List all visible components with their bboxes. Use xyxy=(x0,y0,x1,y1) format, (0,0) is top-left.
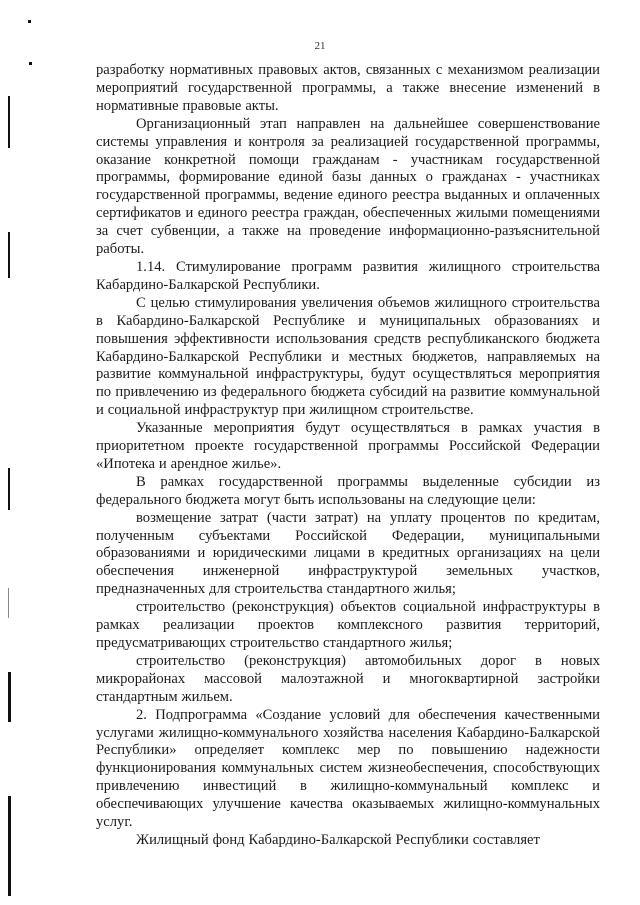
list-item: строительство (реконструкция) объектов социальной инфраструктуры в рамках реализации проектов комплексного развития территорий, предусматривающих строительство стандартного жилья; xyxy=(96,599,600,651)
list-item: возмещение затрат (части затрат) на уплату процентов по кредитам, полученным субъектами Российской Федерации, муниципальными образованиями и юридическими лицами в кредитных организациях на цели обеспечения инженерной инфраструктурой земельных участков, предназначенных для строительства стандартного жилья; xyxy=(96,509,600,598)
paragraph: 2. Подпрограмма «Создание условий для обеспечения качественными услугами жилищно-коммунального хозяйства населения Кабардино-Балкарской Республики» определяет комплекс мер по повышению надежности функционирования коммунальных систем жизнеобеспечения, способствующих привлечению инвестиций в жилищно-коммунальный комплекс и обеспечивающих улучшение качества оказываемых жилищно-коммунальных услуг. xyxy=(96,706,600,831)
section-heading: 1.14. Стимулирование программ развития жилищного строительства Кабардино-Балкарской Республики. xyxy=(96,258,600,293)
scan-mark xyxy=(8,588,9,618)
paragraph: Указанные мероприятия будут осуществляться в рамках участия в приоритетном проекте государственной программы Российской Федерации «Ипотека и арендное жилье». xyxy=(96,420,600,472)
paragraph: разработку нормативных правовых актов, связанных с механизмом реализации мероприятий государственной программы, а также внесение изменений в нормативные правовые акты. xyxy=(96,62,600,114)
scan-mark xyxy=(8,796,11,896)
scan-mark xyxy=(28,20,31,23)
scan-mark xyxy=(29,62,32,65)
paragraph: Организационный этап направлен на дальнейшее совершенствование системы управления и контроля за реализацией государственной программы, оказание конкретной помощи гражданам - участникам государственной программы, формирование единой базы данных о гражданах - участниках государственной программы, ведение единого реестра выданных и оплаченных сертификатов и единого реестра граждан, обеспеченных жилыми помещениями за счет субвенции, а также на проведение информационно-разъяснительной работы. xyxy=(96,115,600,258)
paragraph: С целью стимулирования увеличения объемов жилищного строительства в Кабардино-Балкарской Республике и муниципальных образованиях и повышения эффективности использования средств республиканского бюджета Кабардино-Балкарской Республики и местных бюджетов, направляемых на развитие коммунальной инфраструктуры, будут осуществляться мероприятия по привлечению из федерального бюджета субсидий на развитие коммунальной и социальной инфраструктур при жилищном строительстве. xyxy=(96,294,600,419)
paragraph: В рамках государственной программы выделенные субсидии из федерального бюджета могут быть использованы на следующие цели: xyxy=(96,473,600,508)
page-number: 21 xyxy=(314,40,326,52)
scan-mark xyxy=(8,468,10,510)
paragraph: Жилищный фонд Кабардино-Балкарской Республики составляет xyxy=(136,831,540,848)
document-body xyxy=(96,62,600,850)
scan-mark xyxy=(8,672,11,722)
scan-mark xyxy=(8,96,10,148)
scan-mark xyxy=(8,232,10,278)
list-item: строительство (реконструкция) автомобильных дорог в новых микрорайонах массовой малоэтажной и многоквартирной застройки стандартным жильем. xyxy=(96,652,600,705)
